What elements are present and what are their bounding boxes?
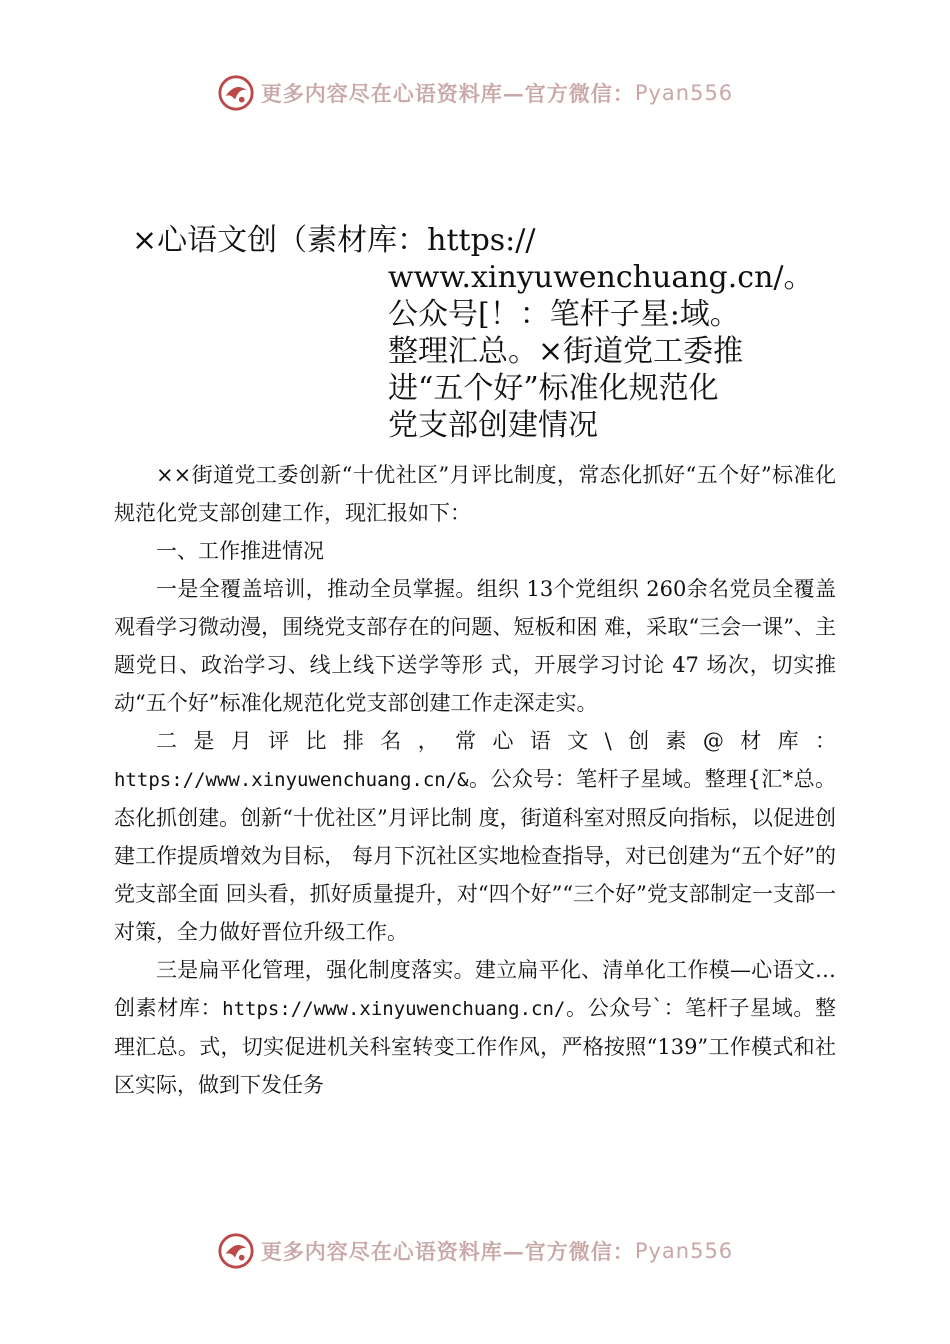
title-line-3: 公众号[！：笔杆子星:域。 (388, 297, 740, 332)
url-text: https://www.xinyuwenchuang.cn/ (222, 998, 566, 1020)
document-title (132, 222, 832, 444)
title-line-2: www.xinyuwenchuang.cn/。 (388, 260, 814, 295)
watermark-id: Pyan556 (634, 1239, 734, 1263)
intro-paragraph: ××街道党工委创新“十优社区”月评比制度，常态化抓好“五个好”标准化规范化党支部创建工作，现汇报如下： (114, 463, 836, 525)
paragraph-monthly-ranking (114, 722, 836, 951)
url-text: https://www.xinyuwenchuang.cn/& (114, 769, 469, 791)
paragraph-flat-management (114, 951, 836, 1104)
xinyu-logo-icon (217, 74, 255, 112)
xinyu-logo-icon (217, 1232, 255, 1270)
paragraph-text: 二是月评比排名，常心语文\创素@材库： (156, 729, 836, 753)
watermark-text: 更多内容尽在心语资料库—官方微信： (260, 81, 635, 106)
paragraph-text: 三是扁平化管理，强化制度落实。建立扁平化、清单化工作模—心语文…创素材库： (114, 958, 836, 1020)
document-body (114, 456, 836, 1104)
watermark-text: 更多内容尽在心语资料库—官方微信： (260, 1239, 635, 1264)
title-line-1: ×心语文创（素材库：https:// (132, 223, 536, 258)
title-line-5: 进“五个好”标准化规范化 (388, 371, 719, 406)
paragraph-text: 。公众号`：笔杆子星域。整理汇总。式，切实促进机关科室转变工作作风，严格按照“139”工作模式和社区实际，做到下发任务 (114, 996, 837, 1097)
paragraph-training: 一是全覆盖培训，推动全员掌握。组织 13个党组织 260余名党员全覆盖观看学习微动漫，围绕党支部存在的问题、短板和困 难，采取“三会一课”、主题党日、政治学习、线上线下送学等形 式，开展学习讨论 47 场次，切实推动“五个好”标准化规范化党支部创建工作走深走实。 (114, 577, 836, 715)
paragraph-text: 。公众号：笔杆子星域。整理{汇*总。态化抓创建。创新“十优社区”月评比制 度，街道科室对照反向指标，以促进创建工作提质增效为目标， 每月下沉社区实地检查指导，对已创建为“五个好”的党支部全面 回头看，抓好质量提升，对“四个好”“三个好”党支部制定一支部一对策，全力做好晋位升级工作。 (114, 767, 836, 944)
title-line-4: 整理汇总。×街道党工委推 (388, 334, 744, 369)
watermark-id: Pyan556 (634, 81, 734, 105)
header-watermark (0, 68, 950, 118)
footer-watermark (0, 1226, 950, 1276)
title-line-6: 党支部创建情况 (388, 408, 598, 443)
section-heading: 一、工作推进情况 (156, 539, 324, 563)
